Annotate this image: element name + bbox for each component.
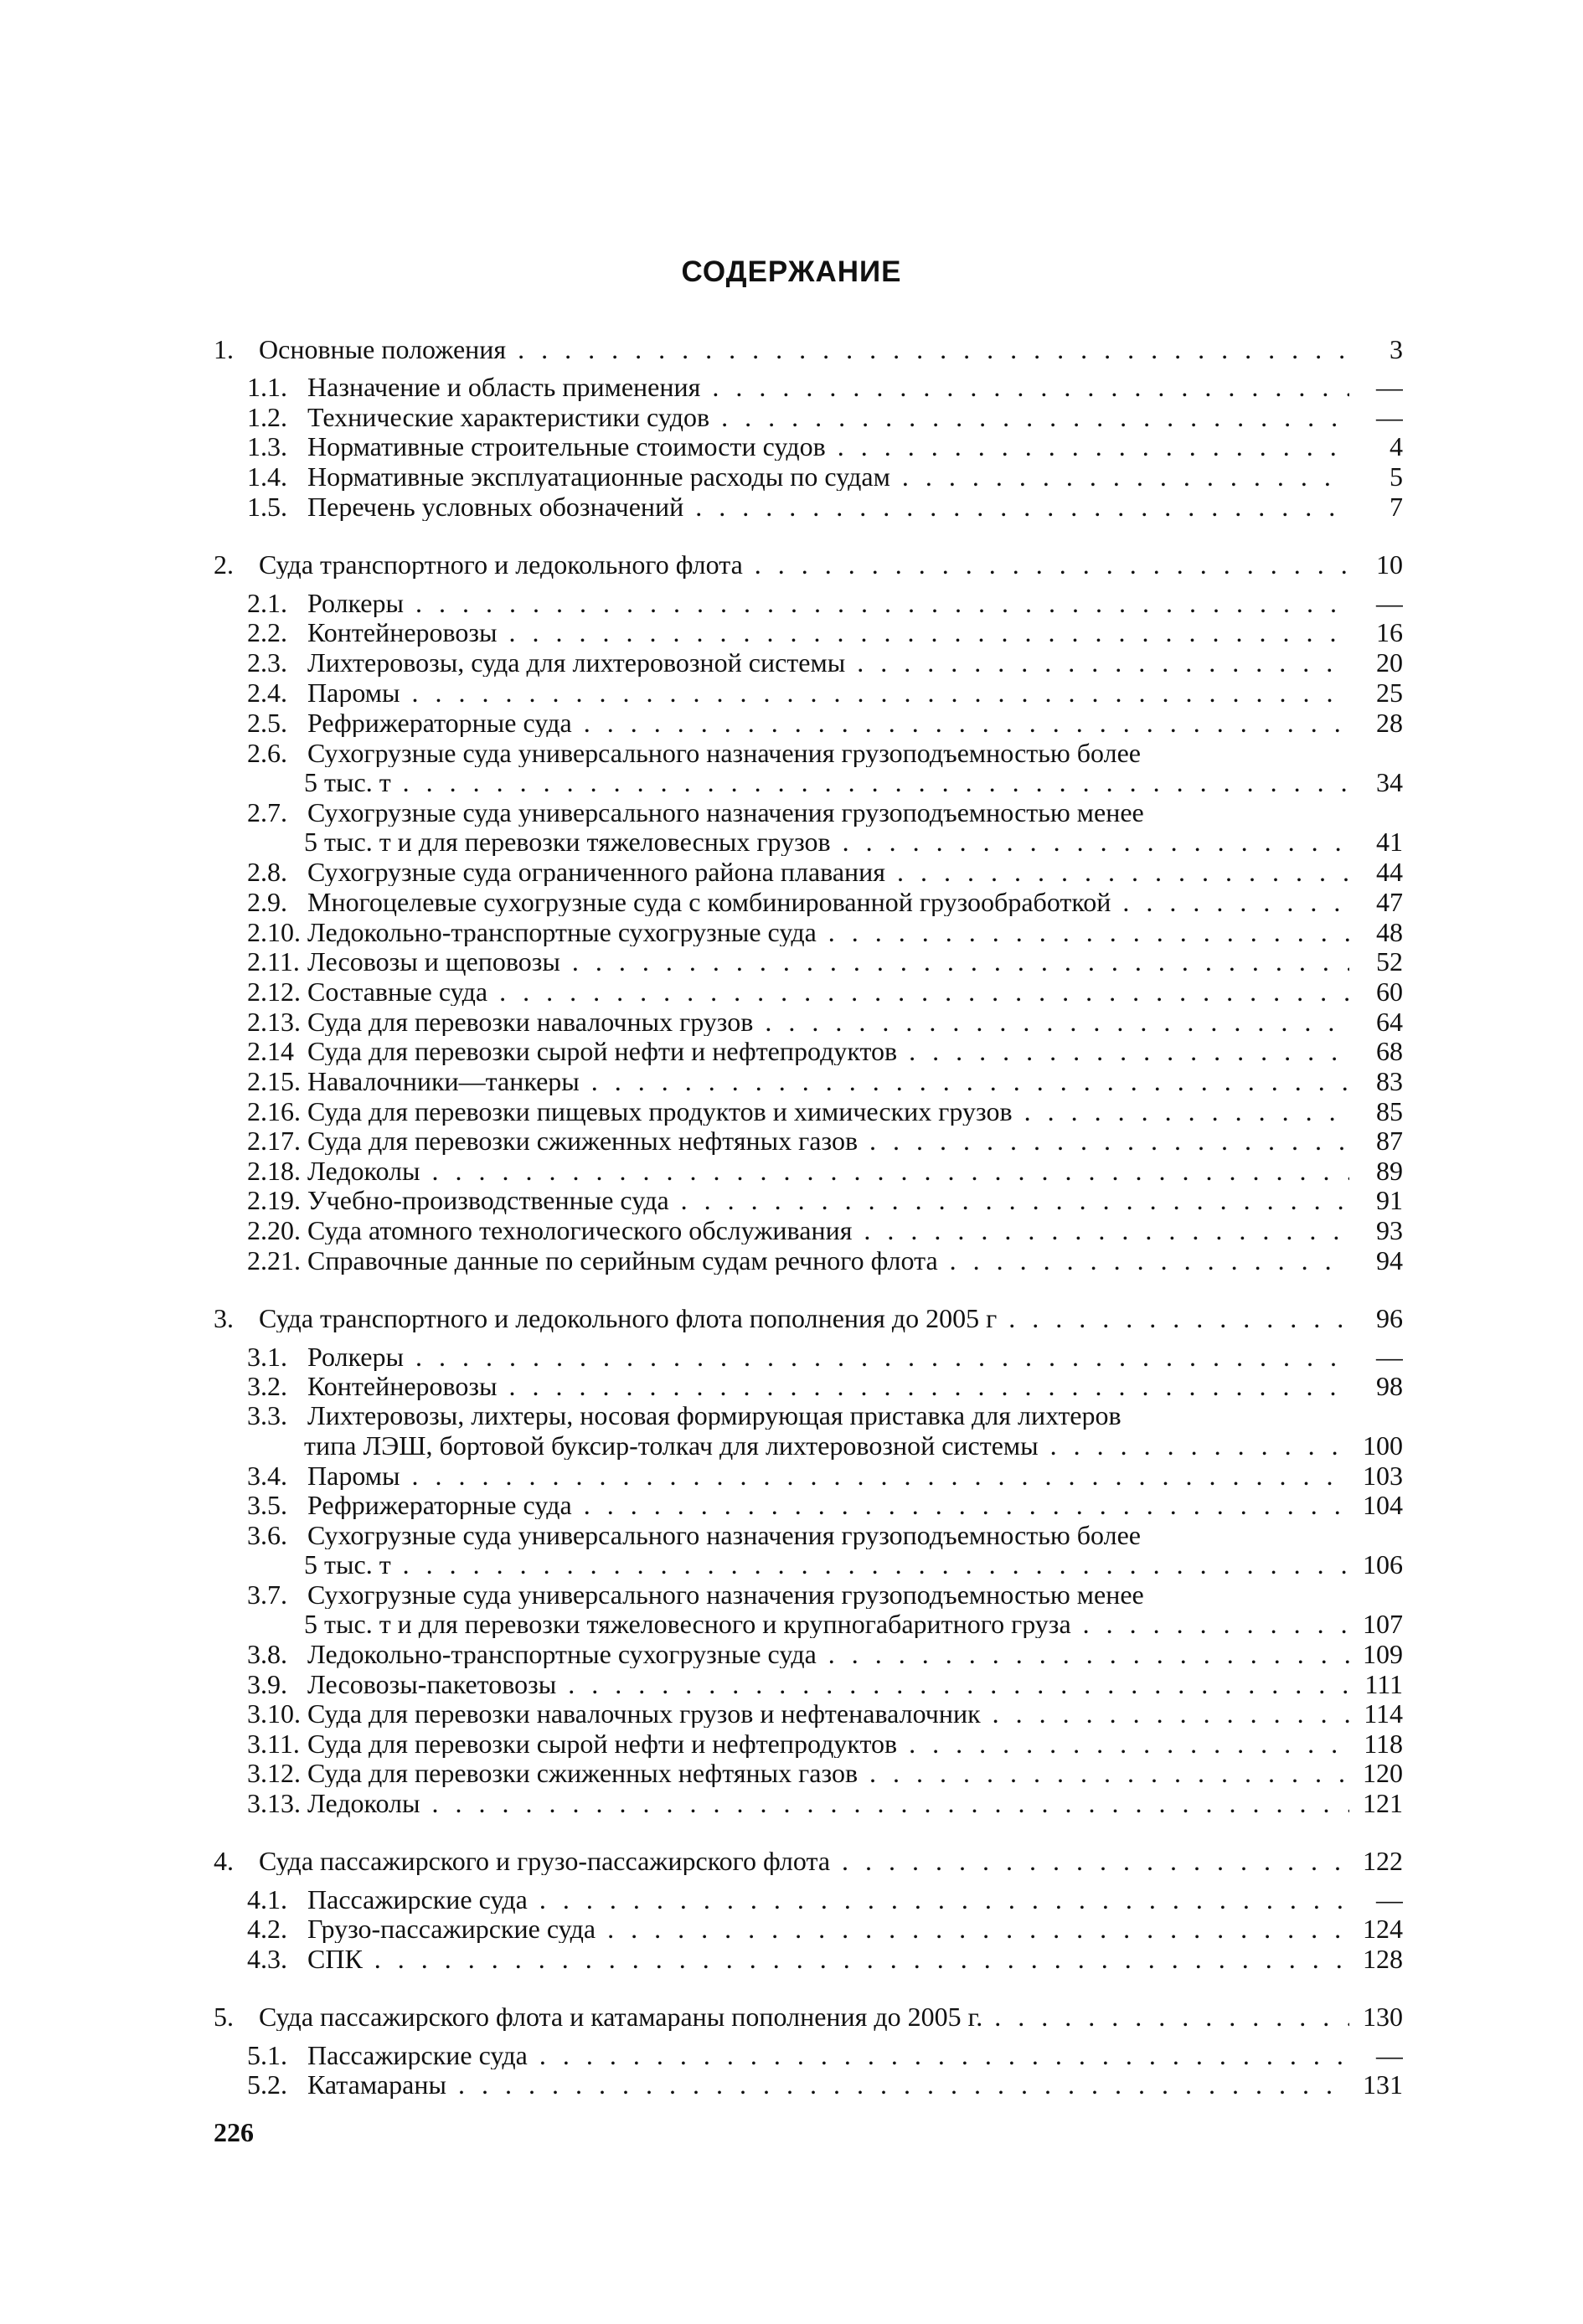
page-number: 226: [214, 2117, 254, 2147]
toc-entry: [247, 2070, 1403, 2099]
toc-entry-page: 100: [1363, 1431, 1403, 1460]
toc-entry-title: Суда атомного технологического обслуживания . . .: [307, 1216, 1349, 1244]
toc-entry-title: Суда для перевозки сжиженных нефтяных газов . . .: [307, 1126, 1349, 1155]
toc-entry-number: 2.5.: [247, 709, 287, 737]
toc-entry: [214, 1304, 1403, 1332]
toc-entry-page: 103: [1363, 1461, 1403, 1490]
toc-entry-title: Рефрижераторные суда . . .: [307, 1491, 1349, 1519]
toc-entry-title: 5 тыс. т и для перевозки тяжеловесных грузов . . .: [304, 827, 1349, 856]
toc-entry-page: 52: [1376, 947, 1403, 976]
toc-entry-page: 34: [1376, 768, 1403, 796]
toc-entry-title: Многоцелевые сухогрузные суда с комбинированной грузообработкой . . .: [307, 888, 1349, 916]
toc-entry-title: Ролкеры . . .: [307, 1342, 1349, 1371]
toc-entry-title: Сухогрузные суда универсального назначения грузоподъемностью менее: [307, 1580, 1144, 1609]
toc-entry: [247, 1097, 1403, 1126]
toc-entry-number: 1.5.: [247, 492, 287, 521]
toc-entry-page: 60: [1376, 977, 1403, 1006]
toc-entry-page: 28: [1376, 709, 1403, 737]
toc-entry-page: —: [1376, 373, 1403, 401]
toc-entry-number: 2.8.: [247, 858, 287, 886]
toc-entry-page: 20: [1376, 648, 1403, 677]
toc-entry-title: Контейнеровозы . . .: [307, 1372, 1349, 1400]
toc-entry-number: 2.: [214, 550, 234, 579]
toc-entry-page: 107: [1363, 1610, 1403, 1638]
toc-entry-title: СПК . . .: [307, 1945, 1349, 1973]
toc-entry-number: 3.3.: [247, 1401, 287, 1430]
toc-entry-title: Суда пассажирского флота и катамараны пополнения до 2005 г. . . .: [259, 2002, 1349, 2031]
toc-entry-title: Лихтеровозы, суда для лихтеровозной системы . . .: [307, 648, 1349, 677]
toc-entry: [247, 1729, 1403, 1758]
toc-entry-page: 85: [1376, 1097, 1403, 1126]
toc-entry: [247, 1789, 1403, 1817]
toc-entry-number: 1.3.: [247, 432, 287, 461]
toc-entry-number: 3.4.: [247, 1461, 287, 1490]
toc-entry-page: 83: [1376, 1067, 1403, 1095]
toc-entry: [247, 1007, 1403, 1036]
toc-entry: [304, 768, 1403, 796]
toc-entry-page: 10: [1376, 550, 1403, 579]
toc-entry: [247, 1216, 1403, 1244]
toc-entry-title: Лесовозы и щеповозы . . .: [307, 947, 1349, 976]
toc-entry-page: 5: [1390, 462, 1403, 491]
toc-entry-number: 2.1.: [247, 589, 287, 617]
toc-entry: [304, 827, 1403, 856]
toc-entry: [304, 1610, 1403, 1638]
toc-entry-page: 3: [1390, 335, 1403, 363]
toc-entry-number: 3.12.: [247, 1759, 301, 1787]
toc-entry-page: 104: [1363, 1491, 1403, 1519]
toc-entry-number: 2.12.: [247, 977, 301, 1006]
toc-entry: [247, 1157, 1403, 1185]
toc-entry-title: Назначение и область применения . . .: [307, 373, 1349, 401]
toc-entry-title: Сухогрузные суда ограниченного района плавания . . .: [307, 858, 1349, 886]
toc-entry-number: 2.13.: [247, 1007, 301, 1036]
toc-entry-number: 3.13.: [247, 1789, 301, 1817]
toc-entry: [247, 888, 1403, 916]
toc-entry-title: Навалочники—танкеры . . .: [307, 1067, 1349, 1095]
toc-entry-number: 3.9.: [247, 1670, 287, 1698]
toc-entry-title: Рефрижераторные суда . . .: [307, 709, 1349, 737]
page-title: СОДЕРЖАНИЕ: [681, 255, 902, 288]
toc-entry-title: Контейнеровозы . . .: [307, 618, 1349, 647]
toc-entry: [247, 1246, 1403, 1275]
toc-entry-number: 1.4.: [247, 462, 287, 491]
toc-entry-page: —: [1376, 589, 1403, 617]
toc-entry: [247, 618, 1403, 647]
toc-entry: [247, 1885, 1403, 1914]
toc-entry-title: Ледокольно-транспортные сухогрузные суда . . .: [307, 918, 1349, 946]
toc-entry: [247, 403, 1403, 431]
toc-entry-number: 2.16.: [247, 1097, 301, 1126]
toc-entry: [247, 1580, 1403, 1609]
toc-entry: [247, 1342, 1403, 1371]
toc-entry-number: 2.15.: [247, 1067, 301, 1095]
toc-entry-page: —: [1376, 1885, 1403, 1914]
toc-entry-number: 4.1.: [247, 1885, 287, 1914]
toc-entry-title: Пассажирские суда . . .: [307, 1885, 1349, 1914]
toc-entry-title: 5 тыс. т . . .: [304, 768, 1349, 796]
toc-entry-page: 87: [1376, 1126, 1403, 1155]
toc-entry: [247, 1186, 1403, 1214]
toc-entry-number: 2.20.: [247, 1216, 301, 1244]
toc-entry-page: 47: [1376, 888, 1403, 916]
toc-entry-title: Технические характеристики судов . . .: [307, 403, 1349, 431]
toc-entry: [214, 335, 1403, 363]
toc-entry: [247, 678, 1403, 707]
toc-entry-title: Ролкеры . . .: [307, 589, 1349, 617]
toc-entry-page: 128: [1363, 1945, 1403, 1973]
toc-entry-number: 3.7.: [247, 1580, 287, 1609]
toc-entry-number: 2.7.: [247, 798, 287, 827]
toc-entry-page: 94: [1376, 1246, 1403, 1275]
toc-entry-number: 2.17.: [247, 1126, 301, 1155]
toc-entry-title: Ледоколы . . .: [307, 1157, 1349, 1185]
toc-entry-number: 4.: [214, 1847, 234, 1875]
toc-entry-page: 7: [1390, 492, 1403, 521]
toc-entry-number: 1.2.: [247, 403, 287, 431]
toc-entry-title: Паромы . . .: [307, 678, 1349, 707]
toc-entry-page: 111: [1364, 1670, 1403, 1698]
toc-entry-number: 2.9.: [247, 888, 287, 916]
toc-entry-number: 3.5.: [247, 1491, 287, 1519]
toc-entry-page: 124: [1363, 1914, 1403, 1943]
toc-entry-number: 3.2.: [247, 1372, 287, 1400]
toc-entry-number: 3.11.: [247, 1729, 300, 1758]
toc-entry-page: 120: [1363, 1759, 1403, 1787]
toc-entry: [247, 1759, 1403, 1787]
toc-entry-page: 91: [1376, 1186, 1403, 1214]
toc-entry-title: 5 тыс. т . . .: [304, 1550, 1349, 1579]
toc-entry-number: 2.19.: [247, 1186, 301, 1214]
toc-entry: [247, 1401, 1403, 1430]
toc-entry-title: Суда для перевозки сжиженных нефтяных газов . . .: [307, 1759, 1349, 1787]
toc-entry-title: Основные положения . . .: [259, 335, 1349, 363]
toc-entry-title: Суда для перевозки навалочных грузов . . .: [307, 1007, 1349, 1036]
toc-entry-title: Справочные данные по серийным судам речного флота . . .: [307, 1246, 1349, 1275]
toc-entry-title: Нормативные эксплуатационные расходы по судам . . .: [307, 462, 1349, 491]
toc-entry-number: 5.1.: [247, 2041, 287, 2069]
toc-entry-title: Суда транспортного и ледокольного флота пополнения до 2005 г . . .: [259, 1304, 1349, 1332]
toc-entry: [304, 1550, 1403, 1579]
toc-entry-number: 2.21.: [247, 1246, 301, 1275]
toc-entry-page: 98: [1376, 1372, 1403, 1400]
toc-entry-number: 5.: [214, 2002, 234, 2031]
toc-entry-number: 2.2.: [247, 618, 287, 647]
toc-entry-page: 122: [1363, 1847, 1403, 1875]
toc-entry-title: Суда пассажирского и грузо-пассажирского флота . . .: [259, 1847, 1349, 1875]
toc-entry-title: Составные суда . . .: [307, 977, 1349, 1006]
toc-entry: [247, 709, 1403, 737]
toc-entry-page: 114: [1364, 1699, 1403, 1728]
toc-entry: [247, 648, 1403, 677]
toc-entry: [247, 858, 1403, 886]
toc-entry-number: 2.11.: [247, 947, 300, 976]
toc-entry: [247, 1037, 1403, 1065]
toc-entry: [304, 1431, 1403, 1460]
toc-entry-page: 25: [1376, 678, 1403, 707]
toc-entry-page: —: [1376, 2041, 1403, 2069]
toc-entry-title: Пассажирские суда . . .: [307, 2041, 1349, 2069]
toc-entry: [214, 2002, 1403, 2031]
toc-entry: [247, 492, 1403, 521]
toc-entry-page: 4: [1390, 432, 1403, 461]
toc-entry-number: 2.3.: [247, 648, 287, 677]
toc-entry-page: 96: [1376, 1304, 1403, 1332]
toc-entry-number: 4.2.: [247, 1914, 287, 1943]
toc-entry-page: 64: [1376, 1007, 1403, 1036]
toc-entry-number: 3.1.: [247, 1342, 287, 1371]
toc-entry-title: Катамараны . . .: [307, 2070, 1349, 2099]
toc-entry-number: 2.10.: [247, 918, 301, 946]
toc-entry-page: 130: [1363, 2002, 1403, 2031]
toc-entry-page: 16: [1376, 618, 1403, 647]
toc-entry: [247, 1491, 1403, 1519]
toc-entry: [247, 1067, 1403, 1095]
toc-entry: [247, 798, 1403, 827]
toc-entry-page: —: [1376, 403, 1403, 431]
toc-entry: [247, 977, 1403, 1006]
toc-entry: [247, 1640, 1403, 1668]
toc-entry-number: 1.: [214, 335, 234, 363]
toc-entry: [247, 432, 1403, 461]
toc-entry: [214, 550, 1403, 579]
toc-entry-number: 2.4.: [247, 678, 287, 707]
toc-entry-title: типа ЛЭШ, бортовой буксир-толкач для лихтеровозной системы . . .: [304, 1431, 1349, 1460]
toc-entry-number: 2.6.: [247, 739, 287, 767]
toc-entry: [247, 1914, 1403, 1943]
toc-entry-page: 131: [1363, 2070, 1403, 2099]
toc-entry-number: 3.10.: [247, 1699, 301, 1728]
toc-entry-title: Учебно-производственные суда . . .: [307, 1186, 1349, 1214]
toc-entry-page: 121: [1363, 1789, 1403, 1817]
toc-entry-page: 106: [1363, 1550, 1403, 1579]
toc-entry-number: 3.6.: [247, 1521, 287, 1549]
toc-entry-number: 2.14: [247, 1037, 294, 1065]
toc-entry: [247, 1461, 1403, 1490]
toc-entry-number: 1.1.: [247, 373, 287, 401]
toc-entry-title: Нормативные строительные стоимости судов . . .: [307, 432, 1349, 461]
toc-entry: [247, 739, 1403, 767]
toc-entry: [247, 462, 1403, 491]
toc-entry: [247, 1521, 1403, 1549]
toc-entry-number: 3.: [214, 1304, 234, 1332]
toc-entry-title: 5 тыс. т и для перевозки тяжеловесного и крупногабаритного груза . . .: [304, 1610, 1349, 1638]
toc-entry-title: Грузо-пассажирские суда . . .: [307, 1914, 1349, 1943]
toc-entry: [247, 1670, 1403, 1698]
toc-entry-title: Лесовозы-пакетовозы . . .: [307, 1670, 1349, 1698]
toc-entry-number: 4.3.: [247, 1945, 287, 1973]
toc-entry-page: 93: [1376, 1216, 1403, 1244]
toc-entry-title: Суда для перевозки пищевых продуктов и химических грузов . . .: [307, 1097, 1349, 1126]
toc-entry: [247, 1126, 1403, 1155]
toc-entry-page: 109: [1363, 1640, 1403, 1668]
toc-entry-page: —: [1376, 1342, 1403, 1371]
toc-entry-title: Ледокольно-транспортные сухогрузные суда . . .: [307, 1640, 1349, 1668]
toc-entry-title: Лихтеровозы, лихтеры, носовая формирующая приставка для лихтеров: [307, 1401, 1122, 1430]
toc-entry-page: 48: [1376, 918, 1403, 946]
toc-entry-number: 5.2.: [247, 2070, 287, 2099]
toc-entry-title: Сухогрузные суда универсального назначения грузоподъемностью более: [307, 1521, 1141, 1549]
toc-entry-title: Перечень условных обозначений . . .: [307, 492, 1349, 521]
toc-entry: [247, 1945, 1403, 1973]
toc-entry: [247, 373, 1403, 401]
toc-entry: [247, 947, 1403, 976]
toc-entry: [214, 1847, 1403, 1875]
toc-entry: [247, 918, 1403, 946]
toc-entry-page: 41: [1376, 827, 1403, 856]
toc-entry: [247, 1699, 1403, 1728]
toc-entry-title: Суда для перевозки сырой нефти и нефтепродуктов . . .: [307, 1729, 1349, 1758]
toc-entry-title: Сухогрузные суда универсального назначения грузоподъемностью более: [307, 739, 1141, 767]
toc-entry-number: 3.8.: [247, 1640, 287, 1668]
toc-entry-number: 2.18.: [247, 1157, 301, 1185]
toc-entry-title: Суда для перевозки навалочных грузов и нефтенавалочник . . .: [307, 1699, 1349, 1728]
toc-entry: [247, 1372, 1403, 1400]
toc-entry-page: 118: [1364, 1729, 1403, 1758]
toc-entry-title: Паромы . . .: [307, 1461, 1349, 1490]
toc-entry-page: 44: [1376, 858, 1403, 886]
toc-entry-page: 89: [1376, 1157, 1403, 1185]
toc-entry-title: Суда для перевозки сырой нефти и нефтепродуктов . . .: [307, 1037, 1349, 1065]
toc-entry-title: Ледоколы . . .: [307, 1789, 1349, 1817]
toc-entry-page: 68: [1376, 1037, 1403, 1065]
toc-entry: [247, 2041, 1403, 2069]
toc-entry-title: Сухогрузные суда универсального назначения грузоподъемностью менее: [307, 798, 1144, 827]
toc-entry: [247, 589, 1403, 617]
toc-entry-title: Суда транспортного и ледокольного флота . . .: [259, 550, 1349, 579]
